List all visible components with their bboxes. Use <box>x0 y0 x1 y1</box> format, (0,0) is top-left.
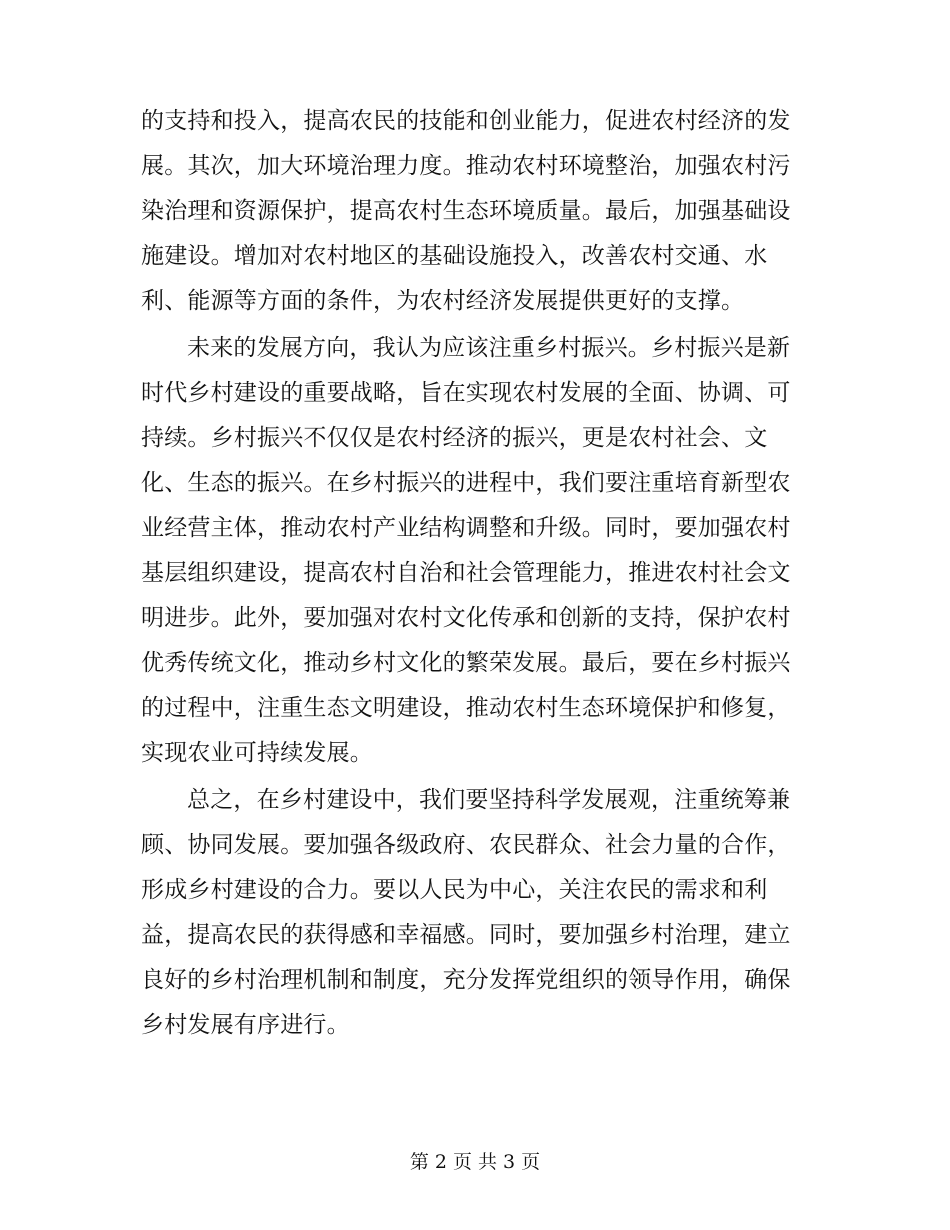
paragraph-line: 优秀传统文化，推动乡村文化的繁荣发展。最后，要在乡村振兴 <box>141 650 791 676</box>
paragraph-line: 明进步。此外，要加强对农村文化传承和创新的支持，保护农村 <box>141 605 791 631</box>
paragraph-line: 益，提高农民的获得感和幸福感。同时，要加强乡村治理，建立 <box>141 922 791 948</box>
paragraph-line: 未来的发展方向，我认为应该注重乡村振兴。乡村振兴是新 <box>187 335 791 361</box>
paragraph-line: 良好的乡村治理机制和制度，充分发挥党组织的领导作用，确保 <box>141 967 791 993</box>
paragraph-line: 乡村发展有序进行。 <box>141 1012 350 1038</box>
paragraph-line: 业经营主体，推动农村产业结构调整和升级。同时，要加强农村 <box>141 515 791 541</box>
paragraph-line: 时代乡村建设的重要战略，旨在实现农村发展的全面、协调、可 <box>141 380 791 406</box>
paragraph-line: 总之，在乡村建设中，我们要坚持科学发展观，注重统筹兼 <box>187 787 791 813</box>
paragraph-line: 基层组织建设，提高农村自治和社会管理能力，推进农村社会文 <box>141 560 791 586</box>
paragraph-line: 实现农业可持续发展。 <box>141 740 373 766</box>
paragraph-line: 的过程中，注重生态文明建设，推动农村生态环境保护和修复， <box>141 695 791 721</box>
paragraph-line: 染治理和资源保护，提高农村生态环境质量。最后，加强基础设 <box>141 198 791 224</box>
paragraph-line: 施建设。增加对农村地区的基础设施投入，改善农村交通、水 <box>141 243 768 269</box>
paragraph-line: 的支持和投入，提高农民的技能和创业能力，促进农村经济的发 <box>141 108 791 134</box>
page-footer: 第 2 页 共 3 页 <box>409 1151 541 1173</box>
paragraph-line: 利、能源等方面的条件，为农村经济发展提供更好的支撑。 <box>141 288 745 314</box>
paragraph-line: 形成乡村建设的合力。要以人民为中心，关注农民的需求和利 <box>141 877 768 903</box>
paragraph-line: 顾、协同发展。要加强各级政府、农民群众、社会力量的合作， <box>141 832 791 858</box>
paragraph-line: 持续。乡村振兴不仅仅是农村经济的振兴，更是农村社会、文 <box>141 425 768 451</box>
paragraph-line: 展。其次，加大环境治理力度。推动农村环境整治，加强农村污 <box>141 153 791 179</box>
paragraph-line: 化、生态的振兴。在乡村振兴的进程中，我们要注重培育新型农 <box>141 470 791 496</box>
